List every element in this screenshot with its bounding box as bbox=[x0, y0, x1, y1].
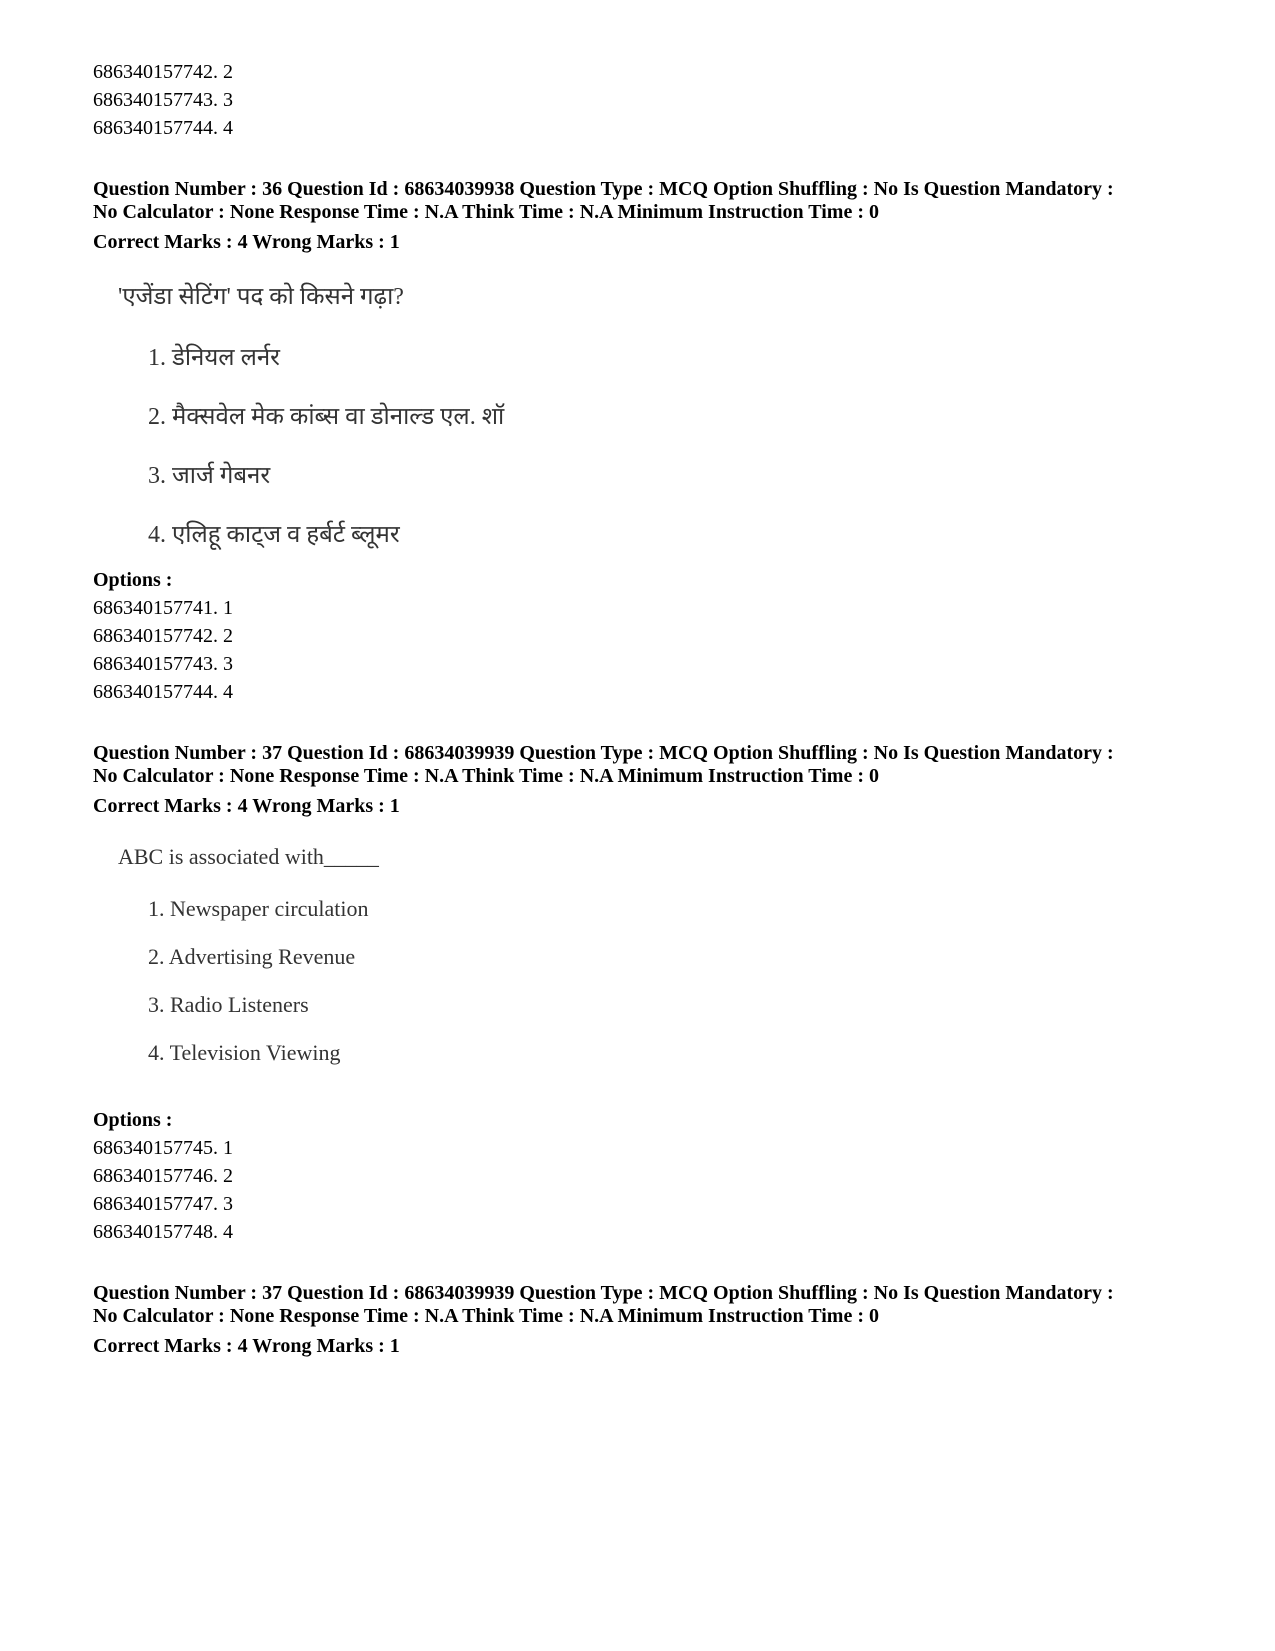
question-text: 'एजेंडा सेटिंग' पद को किसने गढ़ा? bbox=[118, 284, 404, 310]
question-meta-line-2: No Calculator : None Response Time : N.A Think Time : N.A Minimum Instruction Time : 0 bbox=[93, 201, 879, 223]
answer-choice: 1. Newspaper circulation bbox=[148, 896, 369, 921]
question-text: ABC is associated with_____ bbox=[118, 844, 379, 869]
answer-choice: 3. Radio Listeners bbox=[148, 992, 309, 1017]
answer-choice: 4. Television Viewing bbox=[148, 1040, 341, 1065]
question-36-header bbox=[93, 178, 1193, 256]
question-36-body bbox=[118, 282, 504, 550]
question-36-options bbox=[93, 566, 1193, 706]
question-meta-line-2: No Calculator : None Response Time : N.A Think Time : N.A Minimum Instruction Time : 0 bbox=[93, 1305, 879, 1327]
option-line: 686340157743. 3 bbox=[93, 89, 233, 111]
option-line: 686340157745. 1 bbox=[93, 1137, 233, 1159]
question-37-header bbox=[93, 742, 1193, 820]
marks-line: Correct Marks : 4 Wrong Marks : 1 bbox=[93, 795, 400, 817]
answer-choice: 2. Advertising Revenue bbox=[148, 944, 356, 969]
question-meta-line-1: Question Number : 37 Question Id : 68634039939 Question Type : MCQ Option Shuffling : No Is Question Mandatory : bbox=[93, 742, 1114, 764]
option-line: 686340157744. 4 bbox=[93, 681, 233, 703]
option-line: 686340157742. 2 bbox=[93, 61, 233, 83]
option-line: 686340157748. 4 bbox=[93, 1221, 233, 1243]
options-label: Options : bbox=[93, 1109, 173, 1131]
question-meta-line-1: Question Number : 36 Question Id : 68634039938 Question Type : MCQ Option Shuffling : No Is Question Mandatory : bbox=[93, 178, 1114, 200]
option-line: 686340157741. 1 bbox=[93, 597, 233, 619]
answer-choice: 4. एलिहू काट्ज व हर्बर्ट ब्लूमर bbox=[148, 522, 400, 548]
question-meta-line-2: No Calculator : None Response Time : N.A Think Time : N.A Minimum Instruction Time : 0 bbox=[93, 765, 879, 787]
answer-choice: 3. जार्ज गेबनर bbox=[148, 463, 271, 489]
option-line: 686340157742. 2 bbox=[93, 625, 233, 647]
answer-choice: 2. मैक्सवेल मेक कांब्स वा डोनाल्ड एल. शॉ bbox=[148, 404, 505, 430]
option-line: 686340157743. 3 bbox=[93, 653, 233, 675]
options-label: Options : bbox=[93, 569, 173, 591]
option-line: 686340157747. 3 bbox=[93, 1193, 233, 1215]
marks-line: Correct Marks : 4 Wrong Marks : 1 bbox=[93, 231, 400, 253]
answer-choice: 1. डेनियल लर्नर bbox=[148, 345, 280, 371]
question-meta-line-1: Question Number : 37 Question Id : 68634039939 Question Type : MCQ Option Shuffling : No Is Question Mandatory : bbox=[93, 1282, 1114, 1304]
previous-options-list bbox=[93, 58, 1193, 142]
option-line: 686340157744. 4 bbox=[93, 117, 233, 139]
marks-line: Correct Marks : 4 Wrong Marks : 1 bbox=[93, 1335, 400, 1357]
question-37-repeat-header bbox=[93, 1282, 1193, 1360]
question-37-body bbox=[118, 842, 379, 1066]
option-line: 686340157746. 2 bbox=[93, 1165, 233, 1187]
question-37-options bbox=[93, 1106, 1193, 1246]
